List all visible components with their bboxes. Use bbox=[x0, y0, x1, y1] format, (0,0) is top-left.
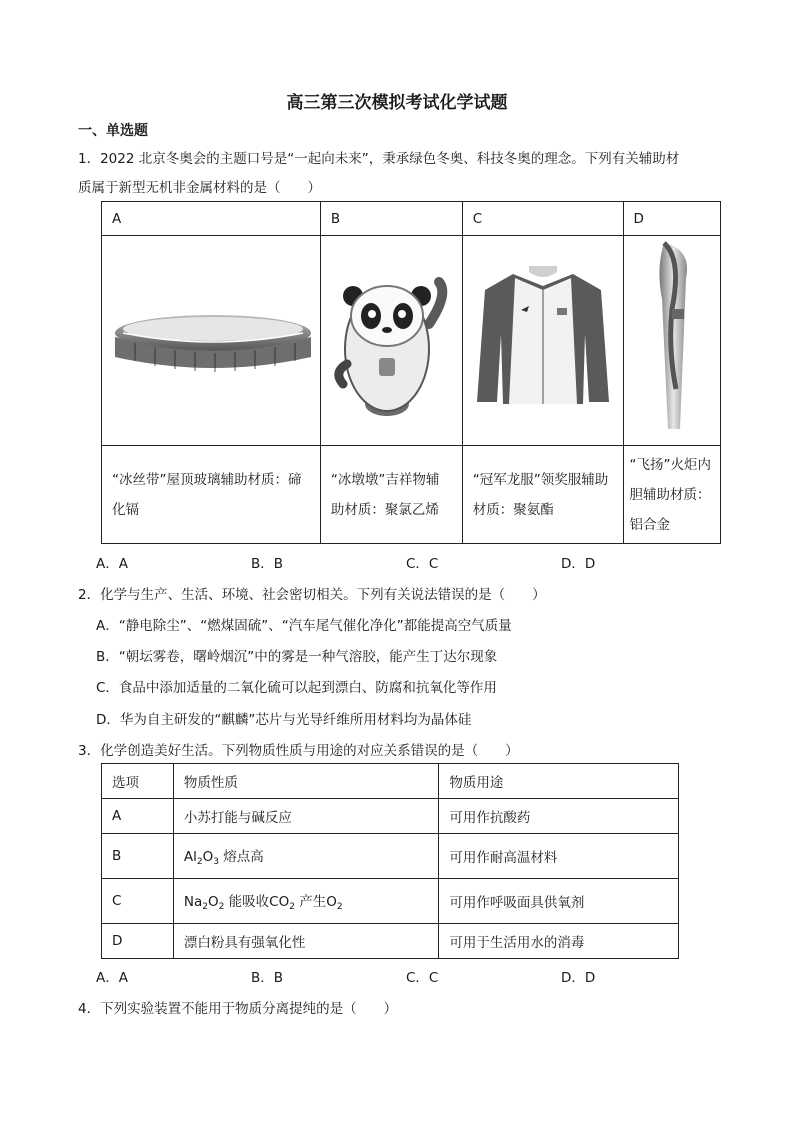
q1-header-c: C bbox=[462, 202, 623, 236]
q3-row-d-use: 可用于生活用水的消毒 bbox=[439, 924, 679, 959]
q2-option-a[interactable]: A．“静电除尘”、“燃煤固硫”、“汽车尾气催化净化”都能提高空气质量 bbox=[96, 618, 512, 634]
table-row bbox=[102, 834, 679, 879]
q1-answer-choices bbox=[96, 552, 716, 572]
q3-choice-a[interactable]: A．A bbox=[96, 970, 128, 986]
q1-stem-line2: 质属于新型无机非金属材料的是（ ） bbox=[78, 180, 321, 196]
q3-header-property: 物质性质 bbox=[173, 764, 439, 799]
q1-caption-b: “冰墩墩”吉祥物辅助材质：聚氯乙烯 bbox=[320, 446, 462, 544]
q1-options-table bbox=[101, 201, 721, 544]
q2-option-c[interactable]: C．食品中添加适量的二氧化硫可以起到漂白、防腐和抗氧化等作用 bbox=[96, 680, 497, 696]
q1-choice-b[interactable]: B．B bbox=[251, 556, 284, 572]
q3-choice-b[interactable]: B．B bbox=[251, 970, 284, 986]
q1-choice-d[interactable]: D．D bbox=[561, 556, 596, 572]
q1-caption-d: “飞扬”火炬内胆辅助材质：铝合金 bbox=[623, 446, 721, 544]
q3-row-d-property: 漂白粉具有强氧化性 bbox=[173, 924, 439, 959]
stadium-image bbox=[102, 236, 321, 446]
q1-choice-a[interactable]: A．A bbox=[96, 556, 128, 572]
q3-answer-choices bbox=[96, 966, 716, 986]
q3-row-a-use: 可用作抗酸药 bbox=[439, 799, 679, 834]
table-row bbox=[102, 879, 679, 924]
section-heading: 一、单选题 bbox=[78, 123, 148, 139]
q2-option-b[interactable]: B．“朝坛雾卷，曙岭烟沉”中的雾是一种气溶胶，能产生丁达尔现象 bbox=[96, 649, 498, 665]
q3-stem: 3．化学创造美好生活。下列物质性质与用途的对应关系错误的是（ ） bbox=[78, 743, 519, 759]
q1-header-a: A bbox=[102, 202, 321, 236]
page-title: 高三第三次模拟考试化学试题 bbox=[286, 93, 508, 113]
mascot-image bbox=[320, 236, 462, 446]
table-row bbox=[102, 799, 679, 834]
q3-header-option: 选项 bbox=[102, 764, 174, 799]
q3-choice-c[interactable]: C．C bbox=[406, 970, 439, 986]
q3-table bbox=[101, 763, 679, 959]
q3-choice-d[interactable]: D．D bbox=[561, 970, 596, 986]
q3-header-use: 物质用途 bbox=[439, 764, 679, 799]
q3-row-b-option: B bbox=[102, 834, 174, 879]
q1-choice-c[interactable]: C．C bbox=[406, 556, 439, 572]
q3-row-b-property: $Al_2O_3$ 熔点高 bbox=[173, 834, 439, 879]
q4-stem: 4．下列实验装置不能用于物质分离提纯的是（ ） bbox=[78, 1001, 398, 1017]
q3-row-c-use: 可用作呼吸面具供氧剂 bbox=[439, 879, 679, 924]
q3-row-c-property: $Na_2O_2$ 能吸收$CO_2$ 产生$O_2$ bbox=[173, 879, 439, 924]
q1-caption-a: “冰丝带”屋顶玻璃辅助材质：碲化镉 bbox=[102, 446, 321, 544]
jacket-image bbox=[462, 236, 623, 446]
q3-row-a-option: A bbox=[102, 799, 174, 834]
q1-caption-c: “冠军龙服”领奖服辅助材质：聚氨酯 bbox=[462, 446, 623, 544]
q3-row-b-use: 可用作耐高温材料 bbox=[439, 834, 679, 879]
q2-stem: 2．化学与生产、生活、环境、社会密切相关。下列有关说法错误的是（ ） bbox=[78, 587, 546, 603]
q3-row-a-property: 小苏打能与碱反应 bbox=[173, 799, 439, 834]
q2-option-d[interactable]: D．华为自主研发的“麒麟”芯片与光导纤维所用材料均为晶体硅 bbox=[96, 712, 472, 728]
q3-row-c-option: C bbox=[102, 879, 174, 924]
table-row bbox=[102, 924, 679, 959]
q1-header-b: B bbox=[320, 202, 462, 236]
torch-image bbox=[623, 236, 721, 446]
q1-header-d: D bbox=[623, 202, 721, 236]
q3-row-d-option: D bbox=[102, 924, 174, 959]
q1-stem-line1: 1．2022 北京冬奥会的主题口号是“一起向未来”，秉承绿色冬奥、科技冬奥的理念。下列有关辅助材 bbox=[78, 151, 680, 167]
